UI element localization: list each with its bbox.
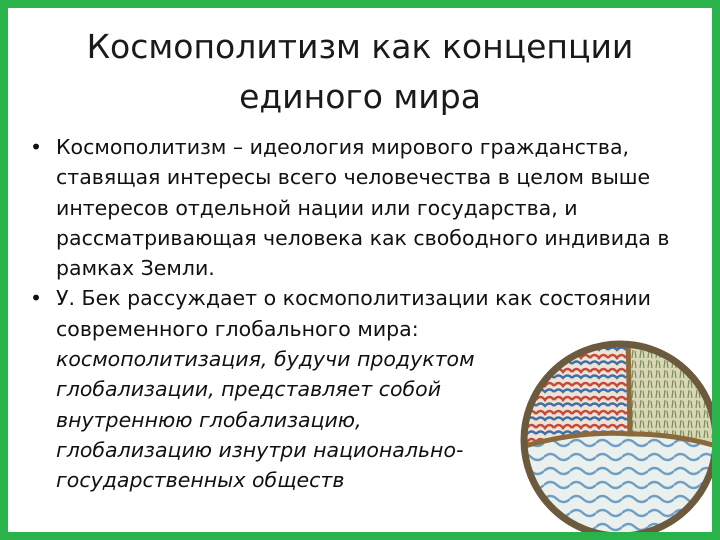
quote-line-1: космополитизация, будучи продуктом — [56, 347, 475, 372]
bullet-text: У. Бек рассуждает о космополитизации как состоянии современного глобального мира: — [56, 286, 651, 341]
quote-line-5: государственных обществ — [56, 468, 345, 493]
quote-line-2: глобализации, представляет собой — [56, 377, 442, 402]
quote-line-4: глобализацию изнутри национально- — [56, 437, 464, 462]
bullet-text: Космополитизм – идеология мирового гражданства, ставящая интересы всего человечества в целом выше интересов отдельной нации или государства, и рассматривающая человека как свободного индивида в рамках Земли. — [56, 135, 670, 281]
quote-line-3: внутреннюю глобализацию, — [56, 407, 362, 432]
bullet-item-1 — [30, 132, 696, 283]
slide-title — [8, 22, 712, 122]
world-map-illustration — [518, 338, 712, 532]
title-line-2: единого мира — [239, 77, 481, 116]
bullet-marker: • — [30, 286, 43, 311]
bullet-marker: • — [30, 135, 43, 159]
title-line-1: Космополитизм как концепции — [86, 27, 634, 66]
slide-content — [8, 8, 712, 532]
